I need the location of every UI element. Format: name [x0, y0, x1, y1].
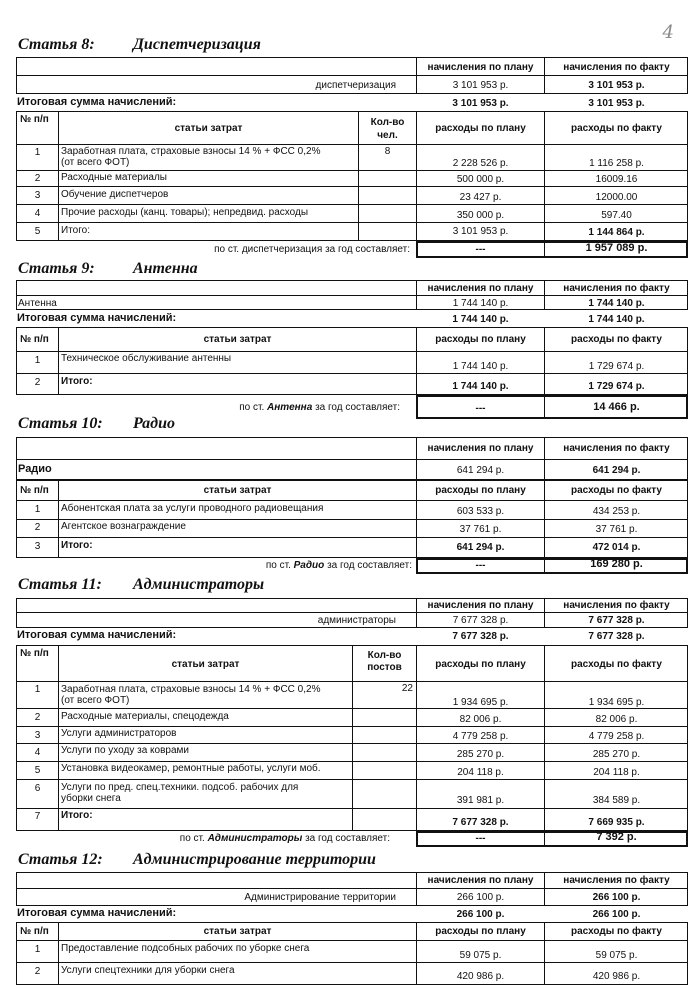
col-item-header: статьи затрат: [174, 123, 243, 134]
total-plan: 266 100 р.: [456, 909, 505, 920]
col-item-header: статьи затрат: [203, 926, 272, 937]
year-plan: ---: [475, 560, 486, 571]
section-number: Статья 8:: [18, 36, 95, 53]
line-fact: 266 100 р.: [592, 892, 641, 903]
header-accrual-fact: начисления по факту: [563, 600, 670, 611]
col-item-header: статьи затрат: [203, 334, 272, 345]
year-fact: 14 466 р.: [593, 402, 640, 413]
line-plan: 7 677 328 р.: [452, 615, 509, 626]
section-number: Статья 12:: [18, 851, 103, 868]
col-qty-header: Кол-во чел.: [370, 117, 405, 141]
line-fact: 7 677 328 р.: [588, 615, 645, 626]
year-plan: ---: [475, 833, 486, 844]
col-expense-fact-header: расходы по факту: [570, 659, 662, 670]
year-label: по ст. Администраторы за год составляет:: [179, 833, 390, 844]
header-accrual-fact: начисления по факту: [563, 443, 670, 454]
year-fact: 169 280 р.: [590, 559, 643, 570]
col-item-header: статьи затрат: [171, 659, 240, 670]
year-plan: ---: [475, 244, 486, 255]
total-label: Итоговая сумма начислений:: [17, 630, 177, 641]
line-fact: 641 294 р.: [592, 465, 641, 476]
section-title: Администрирование территории: [133, 851, 376, 868]
col-expense-fact-header: расходы по факту: [570, 334, 662, 345]
line-plan: 1 744 140 р.: [452, 298, 509, 309]
section-number: Статья 10:: [18, 415, 103, 432]
total-label: Итоговая сумма начислений:: [17, 97, 177, 108]
total-fact: 3 101 953 р.: [588, 98, 645, 109]
header-accrual-fact: начисления по факту: [563, 62, 670, 73]
header-accrual-fact: начисления по факту: [563, 875, 670, 886]
section-number: Статья 11:: [18, 576, 102, 593]
total-label: Итоговая сумма начислений:: [17, 313, 177, 324]
col-expense-fact-header: расходы по факту: [570, 926, 662, 937]
col-expense-fact-header: расходы по факту: [570, 123, 662, 134]
line-label: Антенна: [18, 298, 57, 309]
section-title: Антенна: [133, 260, 198, 277]
line-label: администраторы: [317, 615, 396, 626]
col-expense-plan-header: расходы по плану: [435, 926, 526, 937]
line-label: диспетчеризация: [315, 80, 396, 91]
total-fact: 266 100 р.: [592, 909, 641, 920]
section-number: Статья 9:: [18, 260, 95, 277]
year-label: по ст. Антенна за год составляет:: [239, 402, 400, 413]
col-expense-plan-header: расходы по плану: [435, 659, 526, 670]
line-label: Администрирование территории: [244, 892, 396, 903]
line-plan: 266 100 р.: [456, 892, 505, 903]
col-expense-fact-header: расходы по факту: [570, 485, 662, 496]
year-fact: 1 957 089 р.: [585, 243, 648, 254]
col-number-header: № п/п: [20, 926, 49, 937]
col-number-header: № п/п: [20, 485, 49, 496]
col-expense-plan-header: расходы по плану: [435, 123, 526, 134]
header-accrual-plan: начисления по плану: [427, 283, 534, 294]
line-label: Радио: [18, 464, 52, 475]
header-accrual-plan: начисления по плану: [427, 62, 534, 73]
year-label: по ст. Радио за год составляет:: [265, 560, 412, 571]
total-plan: 1 744 140 р.: [452, 314, 509, 325]
line-fact: 3 101 953 р.: [588, 80, 645, 91]
section-title: Администраторы: [133, 576, 265, 593]
total-fact: 7 677 328 р.: [588, 631, 645, 642]
section-title: Диспетчеризация: [133, 36, 261, 53]
year-label: по ст. диспетчеризация за год составляет:: [214, 244, 410, 255]
col-item-header: статьи затрат: [203, 485, 272, 496]
header-accrual-plan: начисления по плану: [427, 600, 534, 611]
total-plan: 3 101 953 р.: [452, 98, 509, 109]
line-fact: 1 744 140 р.: [588, 298, 645, 309]
total-plan: 7 677 328 р.: [452, 631, 509, 642]
header-accrual-plan: начисления по плану: [427, 443, 534, 454]
col-expense-plan-header: расходы по плану: [435, 485, 526, 496]
total-fact: 1 744 140 р.: [588, 314, 645, 325]
header-accrual-plan: начисления по плану: [427, 875, 534, 886]
page-number-handwritten: 4: [662, 22, 674, 43]
col-qty-header: Кол-во постов: [367, 650, 402, 673]
section-title: Радио: [133, 415, 175, 432]
total-label: Итоговая сумма начислений:: [17, 908, 177, 919]
year-plan: ---: [475, 403, 486, 414]
col-number-header: № п/п: [20, 334, 49, 345]
col-expense-plan-header: расходы по плану: [435, 334, 526, 345]
col-number-header: № п/п: [20, 648, 49, 659]
col-number-header: № п/п: [20, 114, 49, 125]
line-plan: 3 101 953 р.: [452, 80, 509, 91]
header-accrual-fact: начисления по факту: [563, 283, 670, 294]
year-fact: 7 392 р.: [596, 832, 637, 843]
line-plan: 641 294 р.: [456, 465, 505, 476]
